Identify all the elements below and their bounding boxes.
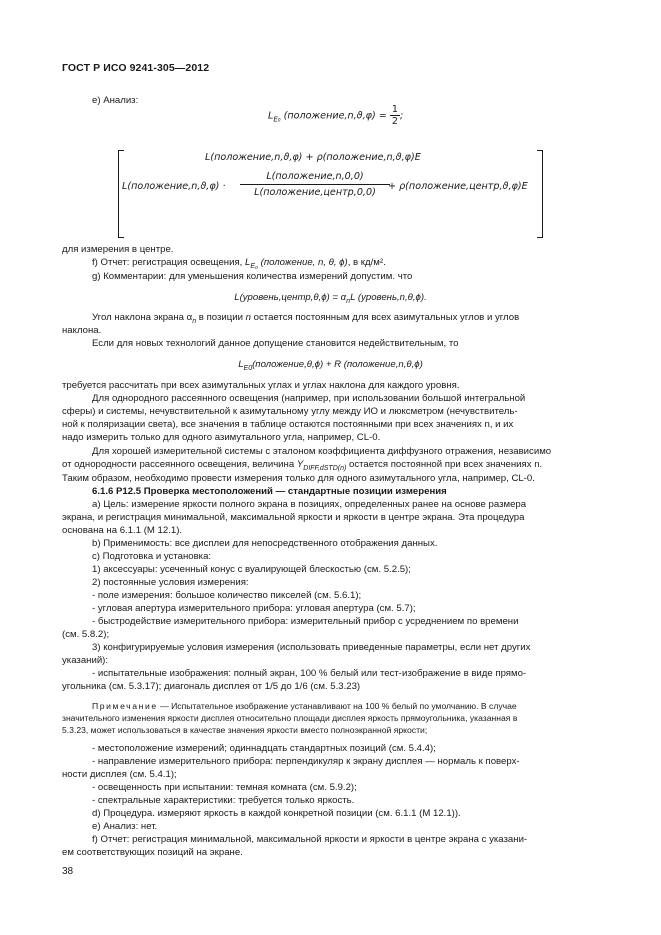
formula1-denominator: 2 [391,116,398,127]
formula1-sub: E₀ [273,115,281,124]
section-heading: 6.1.6 P12.5 Проверка местоположений — стандартные позиции измерения [92,486,447,497]
formula2-fraction [240,171,390,198]
right-bracket [537,150,543,238]
text-line: угольника (см. 5.3.17); диагональ дисплея от 1/5 до 1/6 (см. 5.3.23) [62,681,361,692]
text-line: - направление измерительного прибора: перпендикуляр к экрану дисплея — нормаль к поверх- [92,756,520,767]
text-span: n [245,312,251,323]
text-line: - местоположение измерений; одиннадцать стандартных позиций (см. 5.4.4); [92,743,436,754]
text-line: Для хорошей измерительной системы с эталоном коэффициента диффузного отражения, независимо [92,446,552,457]
document-header: ГОСТ Р ИСО 9241-305—2012 [62,62,210,74]
text-line: - спектральные характеристики: требуется только яркость. [92,795,355,806]
text-line: - испытательные изображения: полный экран, 100 % белый или тест-изображение в виде прямо- [92,668,527,679]
text-line: указаний): [62,655,109,666]
text-line: 2) постоянные условия измерения: [92,577,249,588]
note-line: 5.3.23, может использоваться в качестве значения яркости вместо полноэкранной яркости; [62,725,428,735]
text-line: требуется рассчитать при всех азимутальных углах и углах наклона для каждого уровня. [62,380,460,391]
analysis-item: е) Анализ: [92,95,139,106]
text-line: Для однородного рассеянного освещения (например, при использовании большой интегральной [92,393,526,404]
text-line: ности дисплея (см. 5.4.1); [62,769,177,780]
text-line: b) Применимость: все дисплеи для непосредственного отображения данных. [92,538,438,549]
text-line: Если для новых технологий данное допущение становится недействительным, то [92,338,459,349]
text-span: остается постоянным для всех азимутальных углов и углов [250,312,520,323]
text-line: 3) конфигурируемые условия измерения (использовать приведенные параметры, если нет других [92,642,531,653]
text-line: - освещенность при испытании: темная комната (см. 5.9.2); [92,782,357,793]
note-label: Примечание [92,701,158,711]
comments-item: g) Комментарии: для уменьшения количества измерений допустим. что [92,271,413,282]
symbol-Y: Y [296,459,304,470]
text-line: - быстродействие измерительного прибора: измерительный прибор с усреднением по времени [92,616,519,627]
formula1-fraction [390,104,400,127]
report-args: (положение, n, θ, ϕ) [257,257,348,268]
text-span: остается постоянной при всех значениях n. [346,459,543,470]
formula-position-sub: E0 [243,365,253,372]
text-line: сферы) и системы, нечувствительной к азимутальному углу между ИО и люксметром (нечувствитель- [62,406,518,417]
formula-level-rhs: L (уровень,n,θ,ϕ). [350,292,427,303]
text-line: f) Отчет: регистрация минимальной, максимальной яркости и яркости в центре экрана с указани- [92,834,528,845]
formula2-row2-left-text: L(положение,n,ϑ,φ) · [122,181,226,192]
text-span: от однородности рассеянного освещения, величина [62,459,297,470]
report-text: f) Отчет: регистрация освещения, [92,257,245,268]
formula1-lhs: L [268,110,274,122]
formula-half [268,104,403,127]
formula2-frac-num: L(положение,n,0,0) [240,171,390,185]
formula-position [62,359,599,375]
text-line: основана на 6.1.1 (М 12.1). [62,525,183,536]
text-line: - поле измерения: большое количество пикселей (см. 5.6.1); [92,590,362,601]
text-line: надо измерить только для одного азимутального угла, например, CL-0. [62,432,381,443]
page-number: 38 [62,866,74,877]
note-text: — Испытательное изображение устанавливают на 100 % белый по умолчанию. В случае [157,701,517,711]
text-span: в позиции [196,312,246,323]
formula2-frac-den: L(положение,центр,0,0) [254,187,376,198]
text-line: e) Анализ: нет. [92,821,158,832]
formula1-tail: ; [400,110,404,122]
text-sub: n [192,318,197,325]
report-unit: , в кд/м². [347,257,386,268]
text-line: - угловая апертура измерительного прибора: угловая апертура (см. 5.7); [92,603,416,614]
text-line: наклона. [62,325,102,336]
formula2-row2-right-text: + ρ(положение,центр,ϑ,φ)E [388,181,528,192]
formula-position-lhs: L [238,359,244,370]
formula2-row2-left [122,181,226,192]
text-line: для измерения в центре. [62,244,174,255]
formula-level-sub: n [346,298,351,305]
text-line: d) Процедура. измеряют яркость в каждой конкретной позиции (см. 6.1.1 (М 12.1)). [92,808,461,819]
text-line: Таким образом, необходимо провести измерения только для одного азимутального угла, например, CL-0. [62,473,535,484]
note-line [92,700,599,712]
symbol-sub: E₀ [250,263,258,270]
text-line: экрана, и регистрация минимальной, максимальной яркости и яркости в центре экрана. Эта процедура [62,512,525,523]
text-line: 1) аксессуары: усеченный конус с вуалирующей блескостью (см. 5.2.5); [92,564,411,575]
symbol-sub: DIFF,dSTD(n) [303,465,347,472]
formula2-row1-text: L(положение,n,ϑ,φ) + ρ(положение,n,ϑ,φ)E [205,152,421,163]
formula-level-lhs: L(уровень,центр,θ,ϕ) = α [234,292,347,303]
symbol-L: L [245,257,251,268]
formula2-row2-right [388,181,528,192]
left-bracket [118,150,124,238]
note-line: значительного изменения яркости дисплея относительно площади дисплея яркость прямоугольника, указанная в [62,713,518,723]
text-line: a) Цель: измерение яркости полного экрана в позициях, определенных ранее на основе размера [92,499,527,510]
formula-position-rhs: (положение,θ,ϕ) + R (положение,n,θ,ϕ) [252,359,423,370]
formula1-args: (положение,n,ϑ,φ) = [283,110,387,122]
text-line: (см. 5.8.2); [62,629,110,640]
formula2-row1 [205,152,421,163]
text-line: ной к поляризации света), все значения в таблице остаются постоянными при всех значениях n, и их [62,419,514,430]
text-span: Угол наклона экрана α [92,312,193,323]
formula-level [62,292,599,308]
text-line: ем соответствующих позиций на экране. [62,847,243,858]
formula1-numerator: 1 [391,104,398,115]
text-line: c) Подготовка и установка: [92,551,212,562]
